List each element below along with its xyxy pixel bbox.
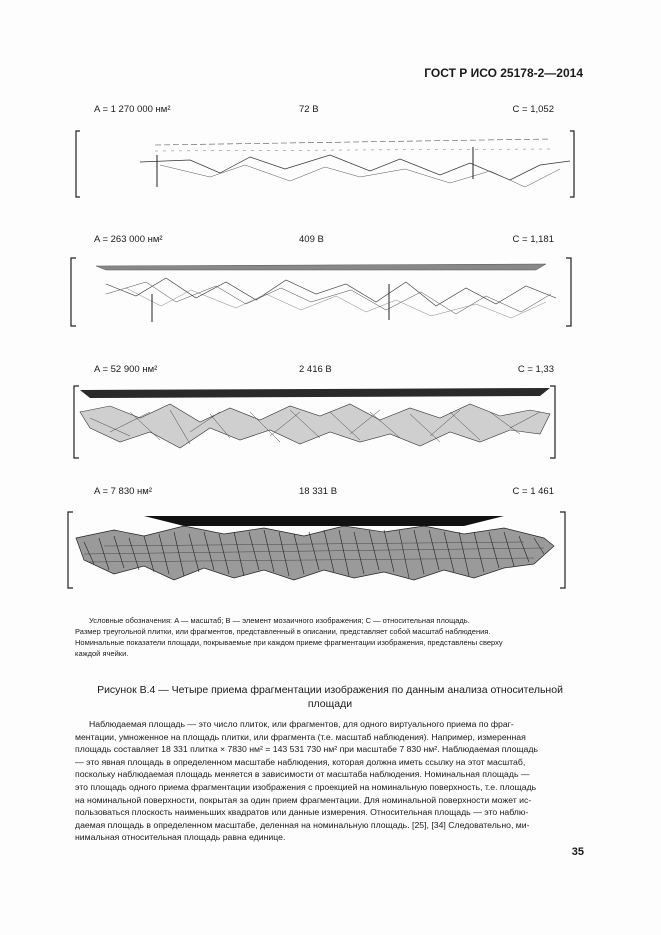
body-line: ментации, умноженное на площадь плитки, или фрагмента (т.е. масштаб наблюдения). Например, измеренная	[75, 731, 526, 742]
panel-3-labels	[94, 364, 554, 378]
body-line: пользоваться плоскость наименьших квадратов или данные измерения. Относительная площадь — это наблю-	[75, 807, 529, 818]
panel-4-scale: A = 7 830 нм²	[94, 486, 152, 497]
body-line: поскольку наблюдаемая площадь меняется в зависимости от масштаба наблюдения. Номинальная площадь —	[75, 769, 530, 780]
panel-2-scale: A = 263 000 нм²	[94, 234, 163, 245]
body-line: на номинальной поверхности, покрытая за один прием фрагментации. Для номинальной поверхности может ис-	[75, 794, 532, 805]
body-line: площадь составляет 18 331 плитка × 7830 нм² = 143 531 730 нм² при масштабе 7 830 нм². Наблюдаемая площадь	[75, 744, 538, 755]
panel-3-scale: A = 52 900 нм²	[94, 364, 158, 375]
body-line: Наблюдаемая площадь — это число плиток, или фрагментов, для одного виртуального приема по фраг-	[89, 719, 514, 729]
panel-1-tiles: 72 B	[299, 104, 319, 115]
panel-4-tiling-graphic	[64, 508, 570, 594]
legend-line: Условные обозначения: A — масштаб; B — элемент мозаичного изображения; C — относительная площадь.	[89, 616, 470, 625]
page-number: 35	[571, 846, 584, 858]
panel-2-labels	[94, 234, 554, 248]
panel-4-labels	[94, 486, 554, 500]
panel-1-tiling-graphic	[70, 125, 580, 205]
legend-line: Размер треугольной плитки, или фрагментов, представленный в описании, представляет собой масштаб наблюдения.	[75, 627, 491, 636]
figure-legend	[75, 615, 575, 659]
body-paragraph	[75, 718, 585, 844]
panel-2-relative-area: C = 1,181	[512, 234, 554, 245]
figure-caption	[70, 683, 590, 711]
panel-3-tiling-graphic	[70, 382, 560, 464]
body-line: нимальная относительная площадь равна единице.	[75, 832, 286, 843]
panel-2-tiles: 409 B	[299, 234, 324, 245]
legend-line: Номинальные показатели площади, покрываемые при каждом приеме фрагментации изображения, представлены сверху	[75, 638, 503, 647]
body-line: это площадь одного приема фрагментации изображения с проекцией на номинальную поверхность, т.е. площадь	[75, 781, 537, 792]
panel-1-relative-area: C = 1,052	[512, 104, 554, 115]
caption-line-2: площади	[307, 698, 353, 710]
panel-1-scale: A = 1 270 000 нм²	[94, 104, 171, 115]
panel-1-labels	[94, 104, 554, 118]
body-line: — это явная площадь в определенном масштабе наблюдения, которая должна иметь ссылку на этот масштаб,	[75, 756, 526, 767]
panel-4-tiles: 18 331 B	[299, 486, 338, 497]
document-code-header: ГОСТ Р ИСО 25178-2—2014	[424, 66, 583, 80]
caption-line-1: Рисунок B.4 — Четыре приема фрагментации изображения по данным анализа относительной	[97, 684, 563, 696]
panel-4-relative-area: C = 1 461	[512, 486, 554, 497]
legend-line: каждой ячейки.	[75, 649, 129, 658]
panel-3-relative-area: C = 1,33	[517, 364, 554, 375]
panel-2-tiling-graphic	[66, 254, 576, 332]
body-line: даемая площадь в определенном масштабе, деленная на номинальную площадь. [25], [34] Следовательно, ми-	[75, 819, 530, 830]
panel-3-tiles: 2 416 B	[299, 364, 332, 375]
